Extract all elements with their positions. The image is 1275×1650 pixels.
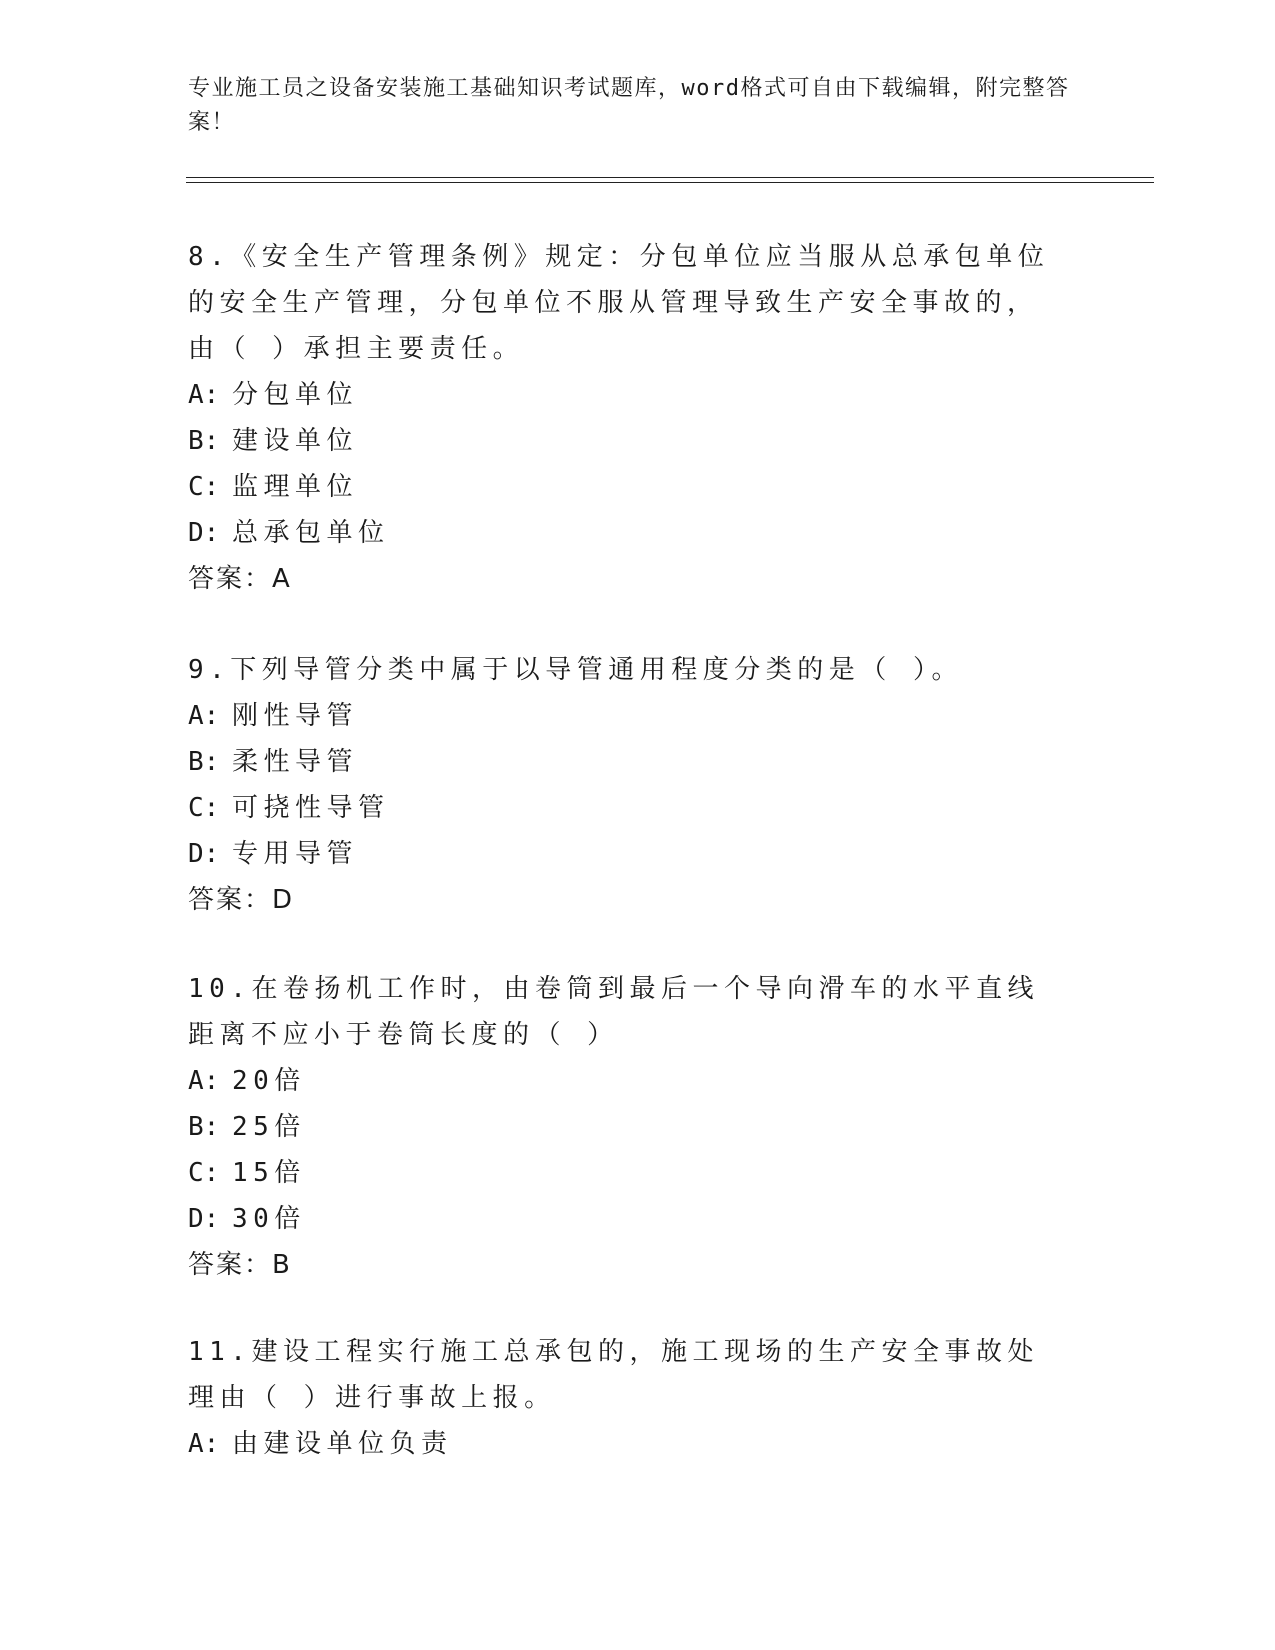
option-b <box>188 418 1068 464</box>
question-stem: 10.在卷扬机工作时，由卷筒到最后一个导向滑车的水平直线距离不应小于卷筒长度的（ ） <box>188 974 1039 1050</box>
option-text: 20倍 <box>232 1066 306 1096</box>
answer-line: 答案：B <box>188 1250 292 1280</box>
option-key: C: <box>188 793 220 823</box>
question-stem: 11.建设工程实行施工总承包的，施工现场的生产安全事故处理由（ ）进行事故上报。 <box>188 1337 1039 1413</box>
question-9 <box>188 647 1068 923</box>
option-c <box>188 464 1068 510</box>
option-text: 总承包单位 <box>232 518 390 548</box>
option-a <box>188 1058 1068 1104</box>
option-d <box>188 510 1068 556</box>
header-divider-top <box>186 177 1154 178</box>
option-d <box>188 831 1068 877</box>
option-key: C: <box>188 1158 220 1188</box>
option-text: 可挠性导管 <box>232 793 390 823</box>
option-key: B: <box>188 747 220 777</box>
option-b <box>188 739 1068 785</box>
option-text: 刚性导管 <box>232 701 359 731</box>
option-key: D: <box>188 839 220 869</box>
option-text: 建设单位 <box>232 426 359 456</box>
option-key: B: <box>188 426 220 456</box>
document-header: 专业施工员之设备安装施工基础知识考试题库，word格式可自由下载编辑，附完整答案！ <box>188 76 1070 135</box>
option-text: 由建设单位负责 <box>232 1429 453 1459</box>
question-8 <box>188 234 1068 602</box>
question-11 <box>188 1329 1068 1467</box>
question-stem: 8.《安全生产管理条例》规定：分包单位应当服从总承包单位的安全生产管理，分包单位不服从管理导致生产安全事故的，由（ ）承担主要责任。 <box>188 242 1050 364</box>
option-text: 25倍 <box>232 1112 306 1142</box>
option-key: D: <box>188 518 220 548</box>
option-key: C: <box>188 472 220 502</box>
option-a <box>188 1421 1068 1467</box>
option-key: D: <box>188 1204 220 1234</box>
answer-line: 答案：A <box>188 564 292 594</box>
option-text: 专用导管 <box>232 839 359 869</box>
option-text: 30倍 <box>232 1204 306 1234</box>
option-text: 柔性导管 <box>232 747 359 777</box>
option-text: 分包单位 <box>232 380 359 410</box>
question-10 <box>188 966 1068 1288</box>
option-a <box>188 693 1068 739</box>
option-key: A: <box>188 701 220 731</box>
option-b <box>188 1104 1068 1150</box>
option-key: A: <box>188 380 220 410</box>
answer-line: 答案：D <box>188 885 295 915</box>
header-divider-bottom <box>186 182 1154 183</box>
option-c <box>188 1150 1068 1196</box>
option-c <box>188 785 1068 831</box>
option-key: A: <box>188 1429 220 1459</box>
option-text: 15倍 <box>232 1158 306 1188</box>
option-a <box>188 372 1068 418</box>
option-text: 监理单位 <box>232 472 359 502</box>
option-d <box>188 1196 1068 1242</box>
option-key: B: <box>188 1112 220 1142</box>
option-key: A: <box>188 1066 220 1096</box>
question-stem: 9.下列导管分类中属于以导管通用程度分类的是（ ）。 <box>188 655 963 685</box>
